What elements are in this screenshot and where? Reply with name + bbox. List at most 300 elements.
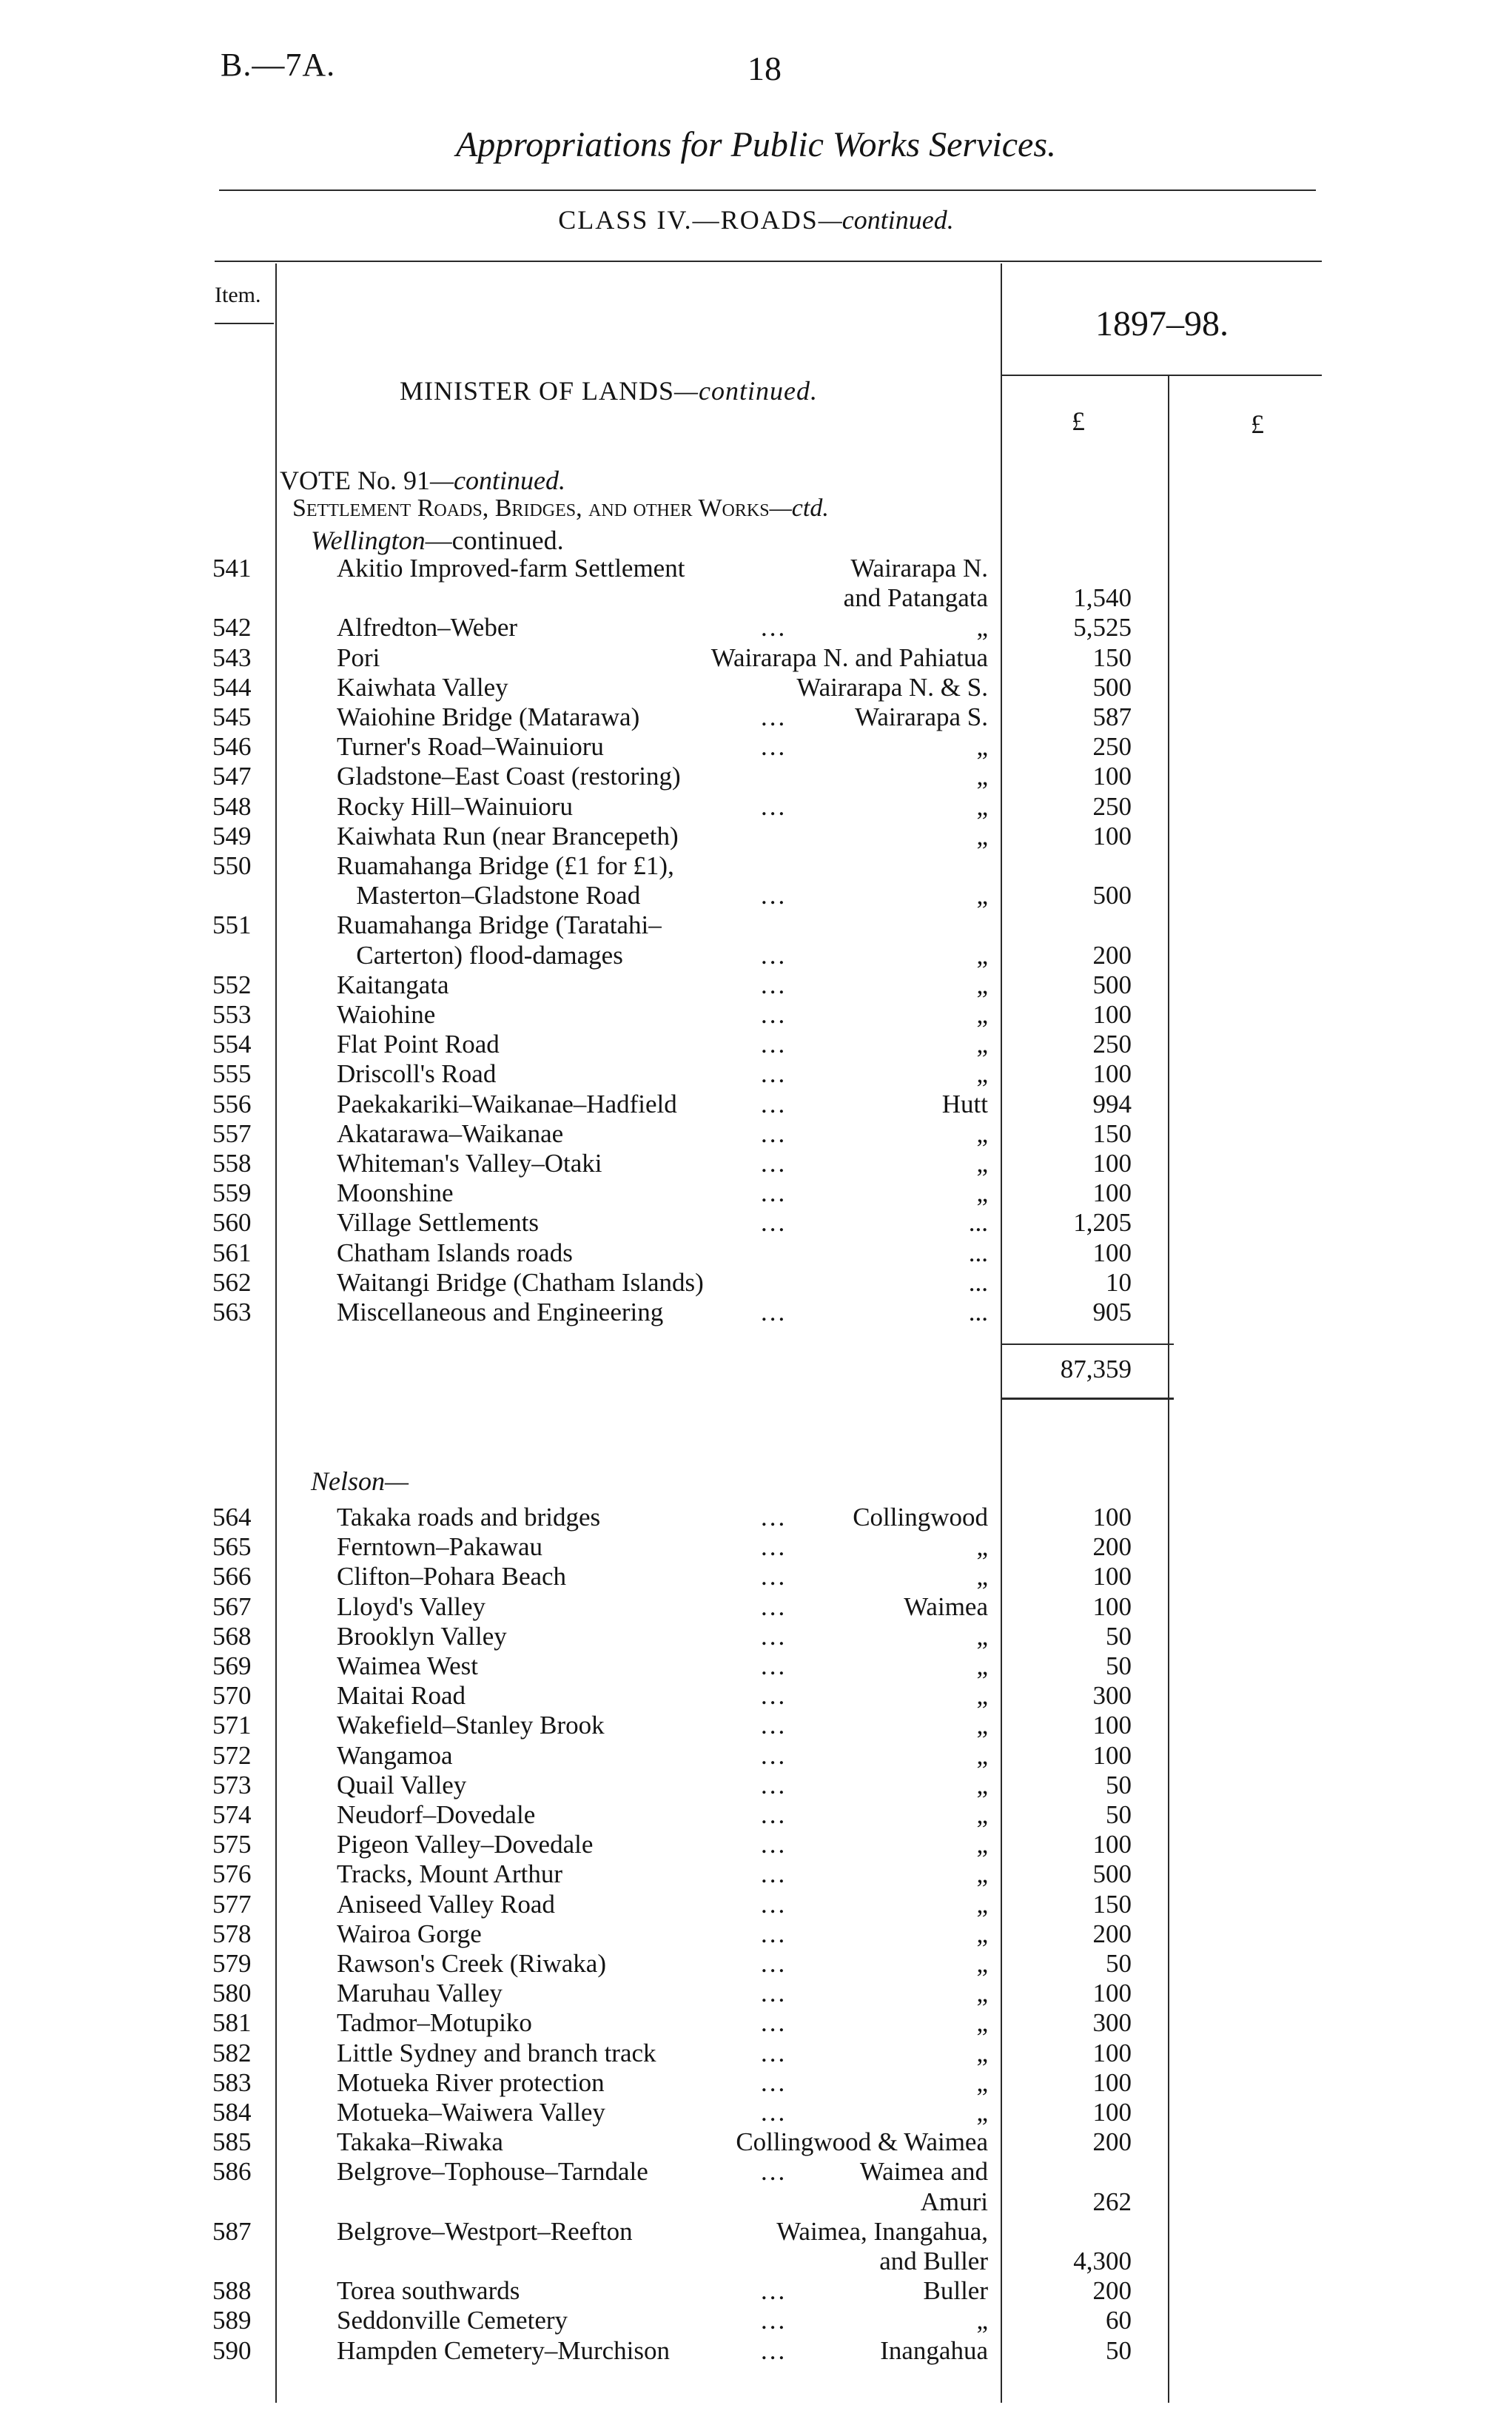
- leader-dots: ...: [761, 702, 787, 731]
- table-row: [0, 1681, 1512, 1711]
- amount: 150: [1092, 643, 1132, 672]
- minister-heading: [400, 375, 818, 406]
- amount: 100: [1092, 1178, 1132, 1208]
- table-row: [0, 941, 1512, 970]
- item-number: 541: [212, 554, 252, 583]
- district: „: [976, 1562, 988, 1591]
- leader-dots: ...: [761, 2067, 787, 2097]
- vote-subheading-suffix: —ctd.: [769, 494, 829, 522]
- district: „: [976, 1532, 988, 1562]
- district: „: [976, 1178, 988, 1208]
- item-number: 552: [212, 970, 252, 999]
- leader-dots: ...: [761, 1830, 787, 1859]
- table-row: [0, 1711, 1512, 1740]
- work-name: Clifton–Pohara Beach: [337, 1562, 567, 1591]
- item-number: 564: [212, 1503, 252, 1532]
- district: „: [976, 1770, 988, 1799]
- table-row: [0, 1830, 1512, 1859]
- amount: 50: [1106, 1621, 1132, 1651]
- amount: 500: [1092, 881, 1132, 910]
- work-name: Gladstone–East Coast (restoring): [337, 762, 681, 791]
- amount: 250: [1092, 791, 1132, 821]
- leader-dots: ...: [761, 2306, 787, 2335]
- work-name: Tracks, Mount Arthur: [337, 1859, 562, 1889]
- table-row: [0, 910, 1512, 940]
- district: Wairarapa S.: [855, 702, 988, 731]
- amount: 100: [1092, 1740, 1132, 1770]
- table-row: [0, 1030, 1512, 1059]
- district: „: [976, 2098, 988, 2127]
- leader-dots: ...: [761, 881, 787, 910]
- district: „: [976, 970, 988, 999]
- work-name: Rocky Hill–Wainuioru: [337, 791, 573, 821]
- amount: 1,205: [1073, 1208, 1132, 1238]
- district: „: [976, 2008, 988, 2038]
- table-row: [0, 2008, 1512, 2038]
- table-row: [0, 1859, 1512, 1889]
- item-number: 542: [212, 613, 252, 643]
- item-number: 551: [212, 910, 252, 940]
- district: „: [976, 1949, 988, 1978]
- leader-dots: ...: [761, 613, 787, 643]
- item-number: 576: [212, 1859, 252, 1889]
- amount: 100: [1092, 1711, 1132, 1740]
- class-heading: [0, 204, 1512, 235]
- amount: 300: [1092, 2008, 1132, 2038]
- district: „: [976, 1621, 988, 1651]
- district: „: [976, 1830, 988, 1859]
- district: Waimea: [904, 1591, 988, 1621]
- district: and Patangata: [843, 583, 988, 613]
- work-name: Flat Point Road: [337, 1030, 500, 1059]
- district: „: [976, 1740, 988, 1770]
- table-row: [0, 1503, 1512, 1532]
- work-name: Takaka–Riwaka: [337, 2127, 503, 2157]
- table-row: [0, 2336, 1512, 2366]
- amount: 100: [1092, 762, 1132, 791]
- work-name: Driscoll's Road: [337, 1059, 497, 1089]
- item-number: 587: [212, 2216, 252, 2246]
- amount: 100: [1092, 1059, 1132, 1089]
- item-number: 553: [212, 1000, 252, 1029]
- leader-dots: ...: [761, 1651, 787, 1680]
- work-name: Paekakariki–Waikanae–Hadfield: [337, 1089, 677, 1118]
- amount: 994: [1092, 1089, 1132, 1118]
- leader-dots: ...: [761, 1532, 787, 1562]
- work-name: Brooklyn Valley: [337, 1621, 507, 1651]
- work-name: Rawson's Creek (Riwaka): [337, 1949, 606, 1978]
- district: „: [976, 881, 988, 910]
- item-number: 557: [212, 1118, 252, 1148]
- item-number: 567: [212, 1591, 252, 1621]
- amount: 100: [1092, 1830, 1132, 1859]
- item-number: 588: [212, 2276, 252, 2306]
- leader-dots: ...: [761, 940, 787, 970]
- work-name: Waiohine: [337, 1000, 436, 1029]
- district: Inangahua: [880, 2335, 988, 2365]
- leader-dots: ...: [761, 1298, 787, 1326]
- work-name: Kaitangata: [337, 970, 449, 999]
- amount: 100: [1092, 2038, 1132, 2067]
- table-row: [0, 970, 1512, 1000]
- table-row: [0, 1592, 1512, 1622]
- table-row: [0, 1208, 1512, 1238]
- leader-dots: ...: [761, 1591, 787, 1621]
- table-row: [0, 2157, 1512, 2187]
- item-number: 544: [212, 672, 252, 702]
- district: Waimea and: [859, 2157, 988, 2187]
- amount: 262: [1092, 2187, 1132, 2216]
- district: Collingwood & Waimea: [736, 2127, 988, 2157]
- table-row: [0, 702, 1512, 732]
- leader-dots: ...: [761, 732, 787, 762]
- amount: 200: [1092, 1532, 1132, 1562]
- table-row: [0, 1268, 1512, 1298]
- work-name: Masterton–Gladstone Road: [337, 881, 641, 910]
- table-row: [0, 792, 1512, 822]
- leader-dots: ...: [761, 1919, 787, 1948]
- district: „: [976, 2306, 988, 2335]
- work-name: Village Settlements: [337, 1208, 539, 1238]
- leader-dots: ...: [761, 1770, 787, 1799]
- region-heading-wellington: [311, 525, 564, 556]
- item-number: 555: [212, 1059, 252, 1089]
- item-number: 545: [212, 702, 252, 731]
- item-number: 570: [212, 1681, 252, 1711]
- vote-heading: [280, 465, 565, 496]
- table-row: [0, 1238, 1512, 1268]
- table-row: [0, 1178, 1512, 1208]
- work-name: Waimea West: [337, 1651, 479, 1680]
- district: „: [976, 2038, 988, 2067]
- leader-dots: ...: [761, 791, 787, 821]
- work-name: Kaiwhata Valley: [337, 672, 508, 702]
- amount: 100: [1092, 2067, 1132, 2097]
- currency-label-amount: £: [1072, 406, 1085, 436]
- item-number: 579: [212, 1949, 252, 1978]
- amount: 100: [1092, 1562, 1132, 1591]
- item-number: 550: [212, 851, 252, 880]
- table-row: [0, 1090, 1512, 1119]
- amount: 10: [1106, 1267, 1132, 1297]
- amount: 905: [1092, 1298, 1132, 1326]
- district: ...: [968, 1298, 988, 1326]
- district: „: [976, 613, 988, 643]
- district: Wairarapa N.: [850, 554, 988, 583]
- item-number: 562: [212, 1267, 252, 1297]
- work-name: Motueka–Waiwera Valley: [337, 2098, 605, 2127]
- amount: 200: [1092, 2127, 1132, 2157]
- work-name: Maruhau Valley: [337, 1979, 503, 2008]
- amount: 5,525: [1073, 613, 1132, 643]
- table-row: [0, 1741, 1512, 1771]
- amount: 100: [1092, 1591, 1132, 1621]
- district: „: [976, 2067, 988, 2097]
- work-name: Lloyd's Valley: [337, 1591, 486, 1621]
- work-name: Miscellaneous and Engineering: [337, 1298, 664, 1326]
- amount: 1,540: [1073, 583, 1132, 613]
- work-name: Wairoa Gorge: [337, 1919, 482, 1948]
- work-name: Akatarawa–Waikanae: [337, 1118, 564, 1148]
- amount: 4,300: [1073, 2247, 1132, 2275]
- leader-dots: ...: [761, 1178, 787, 1208]
- table-row: [0, 1771, 1512, 1800]
- work-name: Pori: [337, 643, 380, 672]
- table-row: [0, 613, 1512, 643]
- amount: 50: [1106, 1651, 1132, 1680]
- item-head-rule: [215, 323, 274, 324]
- work-name: Ferntown–Pakawau: [337, 1532, 543, 1562]
- item-number: 561: [212, 1238, 252, 1267]
- item-number: 581: [212, 2008, 252, 2038]
- amount: 200: [1092, 2276, 1132, 2306]
- work-name: Belgrove–Westport–Reefton: [337, 2216, 633, 2246]
- table-row: [0, 822, 1512, 851]
- leader-dots: ...: [761, 1800, 787, 1829]
- item-number: 543: [212, 643, 252, 672]
- table-row: [0, 762, 1512, 791]
- amount: 150: [1092, 1889, 1132, 1919]
- district: „: [976, 940, 988, 970]
- amount: 250: [1092, 732, 1132, 762]
- district: „: [976, 1681, 988, 1711]
- district: „: [976, 762, 988, 791]
- title-rule: [219, 189, 1316, 191]
- district: „: [976, 1118, 988, 1148]
- table-row: [0, 1979, 1512, 2008]
- leader-dots: ...: [761, 1889, 787, 1919]
- leader-dots: ...: [761, 1740, 787, 1770]
- minister-suffix: —continued.: [674, 376, 819, 406]
- table-row: [0, 1919, 1512, 1949]
- item-number: 566: [212, 1562, 252, 1591]
- work-name: Akitio Improved-farm Settlement: [337, 554, 685, 583]
- work-name: Wakefield–Stanley Brook: [337, 1711, 605, 1740]
- column-header-item: Item.: [215, 283, 261, 307]
- table-row: [0, 2217, 1512, 2247]
- item-number: 554: [212, 1030, 252, 1059]
- work-name: Kaiwhata Run (near Brancepeth): [337, 821, 679, 851]
- paper-code: B.—7A.: [221, 47, 336, 83]
- work-name: Whiteman's Valley–Otaki: [337, 1149, 602, 1178]
- work-name: Turner's Road–Wainuioru: [337, 732, 604, 762]
- vote-subheading-text: Settlement Roads, Bridges, and other Works: [292, 494, 770, 522]
- item-number: 585: [212, 2127, 252, 2157]
- district: „: [976, 1000, 988, 1029]
- leader-dots: ...: [761, 2335, 787, 2365]
- district: „: [976, 1030, 988, 1059]
- item-number: 589: [212, 2306, 252, 2335]
- table-row: [0, 1890, 1512, 1919]
- work-name: Wangamoa: [337, 1740, 453, 1770]
- amount: 150: [1092, 1118, 1132, 1148]
- table-row: [0, 1562, 1512, 1591]
- district: Hutt: [941, 1089, 988, 1118]
- district: Wairarapa N. & S.: [796, 672, 988, 702]
- district: Wairarapa N. and Pahiatua: [710, 643, 988, 672]
- item-number: 590: [212, 2335, 252, 2365]
- leader-dots: ...: [761, 1149, 787, 1178]
- table-row: [0, 851, 1512, 881]
- table-row: [0, 1059, 1512, 1089]
- leader-dots: ...: [761, 1000, 787, 1029]
- work-name: Quail Valley: [337, 1770, 467, 1799]
- leader-dots: ...: [761, 2276, 787, 2306]
- district: „: [976, 1651, 988, 1680]
- leader-dots: ...: [761, 1118, 787, 1148]
- leader-dots: ...: [761, 1621, 787, 1651]
- item-number: 565: [212, 1532, 252, 1562]
- item-number: 559: [212, 1178, 252, 1208]
- work-name: Motueka River protection: [337, 2067, 605, 2097]
- district: „: [976, 1800, 988, 1829]
- district: Buller: [923, 2276, 988, 2306]
- page-number: 18: [747, 50, 782, 87]
- table-row: [0, 1532, 1512, 1562]
- item-number: 569: [212, 1651, 252, 1680]
- table-top-rule: [215, 261, 1322, 262]
- work-name: Takaka roads and bridges: [337, 1503, 601, 1532]
- district: Collingwood: [853, 1503, 988, 1532]
- item-number: 572: [212, 1740, 252, 1770]
- amount: 60: [1106, 2306, 1132, 2335]
- district: ...: [968, 1238, 988, 1267]
- amount: 100: [1092, 1503, 1132, 1532]
- item-number: 573: [212, 1770, 252, 1799]
- item-number: 575: [212, 1830, 252, 1859]
- work-name: Aniseed Valley Road: [337, 1889, 555, 1919]
- table-row: [0, 2306, 1512, 2335]
- leader-dots: ...: [761, 1089, 787, 1118]
- item-number: 563: [212, 1298, 252, 1326]
- region-heading-nelson: Nelson—: [311, 1466, 409, 1496]
- item-number: 546: [212, 732, 252, 762]
- region-suffix: —continued.: [425, 526, 564, 555]
- leader-dots: ...: [761, 1562, 787, 1591]
- class-suffix: —continued.: [818, 205, 954, 235]
- district: „: [976, 1059, 988, 1089]
- table-row: [0, 1149, 1512, 1178]
- leader-dots: ...: [761, 2038, 787, 2067]
- currency-label-total: £: [1251, 409, 1264, 439]
- amount: 100: [1092, 1149, 1132, 1178]
- leader-dots: ...: [761, 1681, 787, 1711]
- amount: 200: [1092, 1919, 1132, 1948]
- vote-label: VOTE No. 91: [280, 466, 430, 495]
- leader-dots: ...: [761, 2157, 787, 2187]
- item-number: 568: [212, 1621, 252, 1651]
- work-name: Pigeon Valley–Dovedale: [337, 1830, 594, 1859]
- leader-dots: ...: [761, 1503, 787, 1532]
- item-number: 584: [212, 2098, 252, 2127]
- work-name: Alfredton–Weber: [337, 613, 518, 643]
- vote-subheading: [292, 494, 829, 523]
- subtotal-rule-top: [1002, 1343, 1174, 1345]
- amount: 100: [1092, 821, 1132, 851]
- table-row: [0, 1298, 1512, 1327]
- amount: 300: [1092, 1681, 1132, 1711]
- leader-dots: ...: [761, 1208, 787, 1238]
- item-number: 580: [212, 1979, 252, 2008]
- leader-dots: ...: [761, 1059, 787, 1089]
- district: „: [976, 791, 988, 821]
- work-name: Moonshine: [337, 1178, 454, 1208]
- amount: 500: [1092, 1859, 1132, 1889]
- district: „: [976, 1979, 988, 2008]
- district: „: [976, 1919, 988, 1948]
- table-row: [0, 554, 1512, 583]
- leader-dots: ...: [761, 970, 787, 999]
- district: and Buller: [879, 2247, 988, 2275]
- district: „: [976, 1889, 988, 1919]
- item-number: 577: [212, 1889, 252, 1919]
- amount: 50: [1106, 2335, 1132, 2365]
- table-row: [0, 1622, 1512, 1651]
- work-name: Chatham Islands roads: [337, 1238, 573, 1267]
- work-name: Maitai Road: [337, 1681, 466, 1711]
- item-number: 582: [212, 2038, 252, 2067]
- table-row: [0, 643, 1512, 673]
- amount: 587: [1092, 702, 1132, 731]
- wellington-total: 87,359: [1060, 1355, 1132, 1383]
- item-number: 547: [212, 762, 252, 791]
- item-number: 560: [212, 1208, 252, 1238]
- table-row: [0, 1119, 1512, 1149]
- work-name: Torea southwards: [337, 2276, 520, 2306]
- amount: 50: [1106, 1949, 1132, 1978]
- amount: 100: [1092, 1238, 1132, 1267]
- district: „: [976, 1711, 988, 1740]
- work-name: Ruamahanga Bridge (£1 for £1),: [337, 851, 674, 880]
- region-name: Wellington: [311, 526, 426, 555]
- leader-dots: ...: [761, 2008, 787, 2038]
- district: ...: [968, 1267, 988, 1297]
- district: „: [976, 1859, 988, 1889]
- work-name: Waitangi Bridge (Chatham Islands): [337, 1267, 704, 1297]
- amount: 50: [1106, 1770, 1132, 1799]
- table-row: [0, 2187, 1512, 2217]
- amount: 100: [1092, 2098, 1132, 2127]
- amount: 250: [1092, 1030, 1132, 1059]
- table-row: [0, 1800, 1512, 1830]
- district: Amuri: [920, 2187, 988, 2216]
- table-row: [0, 732, 1512, 762]
- work-name: Waiohine Bridge (Matarawa): [337, 702, 640, 731]
- item-number: 549: [212, 821, 252, 851]
- column-header-year: 1897–98.: [1095, 304, 1229, 343]
- table-row: [0, 2039, 1512, 2068]
- item-number: 578: [212, 1919, 252, 1948]
- district: „: [976, 821, 988, 851]
- amount: 100: [1092, 1979, 1132, 2008]
- table-row: [0, 1651, 1512, 1681]
- table-row: [0, 2247, 1512, 2276]
- item-number: 548: [212, 791, 252, 821]
- table-row: [0, 2276, 1512, 2306]
- district: „: [976, 732, 988, 762]
- work-name: Carterton) flood-damages: [337, 940, 623, 970]
- leader-dots: ...: [761, 1711, 787, 1740]
- work-name: Ruamahanga Bridge (Taratahi–: [337, 910, 662, 940]
- table-row: [0, 881, 1512, 910]
- item-number: 583: [212, 2067, 252, 2097]
- leader-dots: ...: [761, 1979, 787, 2008]
- work-name: Tadmor–Motupiko: [337, 2008, 532, 2038]
- table-row: [0, 2098, 1512, 2127]
- subtotal-rule-bottom: [1002, 1398, 1174, 1400]
- leader-dots: ...: [761, 1030, 787, 1059]
- item-number: 558: [212, 1149, 252, 1178]
